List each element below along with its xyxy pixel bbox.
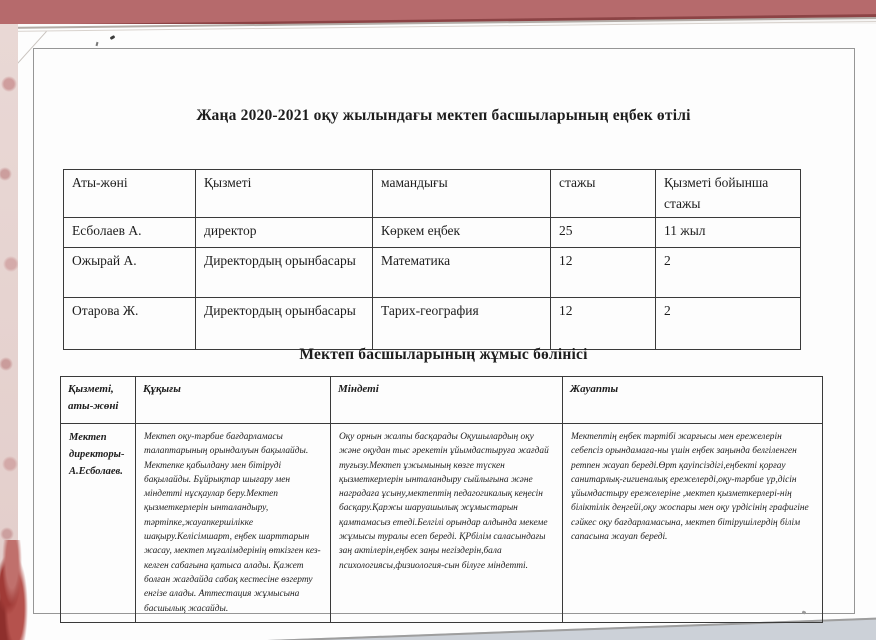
table-row — [64, 298, 801, 350]
cell-experience: 12 — [551, 248, 656, 298]
cell-rights: Мектеп оқу-тәрбие бағдарламасы талаптарының орындалуын бақылайды. Мектепке қабылдану мен бітіруді бақылайды. Бұйрықтар шығару мен міндетті нұсқаулар беру.Мектеп қызметкерлерін ынталандыру, тәртіпке,жауапкершілікке шақыру.Келісімшарт, еңбек шарттарын жасау, мектеп мұғалімдерінің өткізген кез-келген сабағына қатыса алады. Қажет болған жағдайда сабақ кестесіне өзгерту енгізе алады. Аттестация жұмысына басшылық жасайды. — [136, 424, 331, 623]
col-header-position: Қызметі — [196, 170, 373, 218]
cell-position: Директордың орынбасары — [196, 298, 373, 350]
cell-duties: Оқу орнын жалпы басқарады Оқушылардың оқу және оқудан тыс әрекетін ұйымдастыруға жағдай туғызу.Мектеп ұжымының көзге түскен қызметкерлерін ынталандыру сыйлығына және наградаға ұсыну,мектептің педагогикалық кеңесін басқару.Қаржы шаруашылық жұмыстарын қамтамасыз етеді.Белгілі орындар алдында мекеме жұмысы туралы есеп береді. ҚРбілім саласындағы заң актілерін,еңбек заңы негіздерін,бала психологиясы,физиология-сын білуге міндетті. — [331, 424, 563, 623]
work-division-table — [60, 376, 823, 623]
cell-experience: 12 — [551, 298, 656, 350]
cell-name: Ожырай А. — [64, 248, 196, 298]
experience-table — [63, 169, 801, 350]
col-header-experience: стажы — [551, 170, 656, 218]
col-header-specialty: мамандығы — [373, 170, 551, 218]
cell-role: Мектеп директоры- А.Есболаев. — [61, 424, 136, 623]
table-row — [64, 248, 801, 298]
cell-position: Директордың орынбасары — [196, 248, 373, 298]
cell-specialty: Математика — [373, 248, 551, 298]
cell-position-experience: 2 — [656, 298, 801, 350]
scan-speck — [110, 35, 116, 40]
cell-name: Отарова Ж. — [64, 298, 196, 350]
cell-specialty: Тарих-география — [373, 298, 551, 350]
table-row — [61, 424, 823, 623]
document-title-division: Мектеп басшыларының жұмыс бөлінісі — [299, 346, 588, 363]
cell-name: Есболаев А. — [64, 218, 196, 248]
cell-experience: 25 — [551, 218, 656, 248]
cell-position: директор — [196, 218, 373, 248]
col-header-role: Қызметі, аты-жөні — [61, 377, 136, 424]
col-header-duties: Міндеті — [331, 377, 563, 424]
col-header-position-experience: Қызметі бойынша стажы — [656, 170, 801, 218]
table-header-row — [61, 377, 823, 424]
table-header-row — [64, 170, 801, 218]
table-row — [64, 218, 801, 248]
cell-specialty: Көркем еңбек — [373, 218, 551, 248]
col-header-name: Аты-жөні — [64, 170, 196, 218]
cell-position-experience: 11 жыл — [656, 218, 801, 248]
document-title-experience: Жаңа 2020-2021 оқу жылындағы мектеп басшыларының еңбек өтілі — [196, 107, 691, 124]
col-header-responsible: Жауапты — [563, 377, 823, 424]
scan-speck — [96, 42, 99, 46]
col-header-rights: Құқығы — [136, 377, 331, 424]
cell-position-experience: 2 — [656, 248, 801, 298]
cell-responsible: Мектептің еңбек тәртібі жарғысы мен ережелерін себепсіз орындамаға-ны үшін еңбек заңында белгіленген ретпен жауап береді.Өрт қауіпсіздігі,еңбекті қорғау санитарлық-гигиеналық ережелерді,оқу-тәрбие үр,дісін ұйымдастыру ережелеріне ,мектеп қызметкерлері-нің біліктілік деңгейі,оқу жоспары мен оқу үрдісінің графигіне сәйкес оқу бағдарламасына, мектеп бітірушілердің білім сапасына жауап береді. — [563, 424, 823, 623]
